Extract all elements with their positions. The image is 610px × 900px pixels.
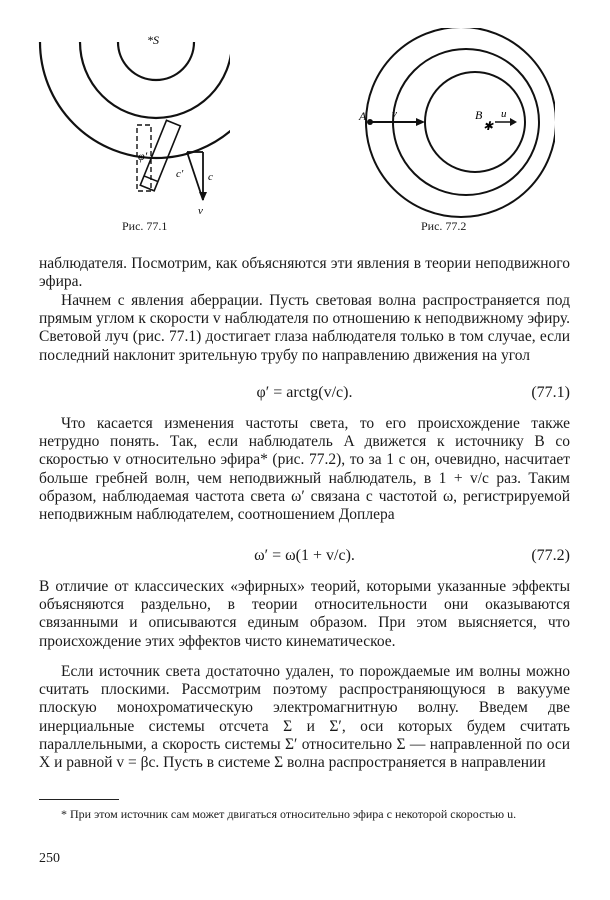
velocity-triangle bbox=[187, 152, 207, 201]
source-label: *S bbox=[147, 33, 159, 47]
footnote-rule bbox=[39, 799, 119, 800]
observer-label: A bbox=[359, 109, 367, 123]
angle-label: φ′ bbox=[138, 149, 148, 163]
paragraph-2: Начнем с явления аберрации. Пусть световая волна распространяется под прямым углом к скорости v наблюдателя по отношению к неподвижному эфиру. Световой луч (рис. 77.1) достигает глаза наблюдателя только в том случае, если последний наклонит зрительную трубу по направлению движения на угол bbox=[39, 292, 570, 364]
paragraph-5: Если источник света достаточно удален, то порождаемые им волны можно считать плоскими. Рассмотрим поэтому распространяющуюся в вакууме плоскую монохроматическую электромагнитную волну. Введем две инерциальные системы отсчета Σ и Σ′, оси которых будем считать параллельными, а скорость системы Σ′ относительно Σ — направленной по оси X и равной v = βc. Пусть в системе Σ волна распространяется в направлении bbox=[39, 663, 570, 772]
wavefront-arcs bbox=[40, 42, 230, 158]
figure-77-1-caption: Рис. 77.1 bbox=[122, 219, 168, 233]
paragraph-1: наблюдателя. Посмотрим, как объясняются эти явления в теории неподвижного эфира. bbox=[39, 255, 570, 291]
c-label: c bbox=[208, 171, 213, 183]
u-label: u bbox=[501, 108, 507, 120]
page-number: 250 bbox=[39, 851, 60, 866]
source-label: B bbox=[475, 108, 483, 122]
figure-77-2-caption: Рис. 77.2 bbox=[421, 219, 467, 233]
figure-77-1 bbox=[30, 20, 230, 230]
v-label: v bbox=[392, 108, 397, 120]
v-label: v bbox=[198, 205, 203, 217]
equation-77-1: φ′ = arctg(v/c). (77.1) bbox=[256, 384, 570, 401]
observer-velocity-arrow bbox=[370, 118, 425, 126]
source-star: ✱ bbox=[483, 119, 494, 133]
c-prime-label: c′ bbox=[176, 168, 184, 180]
equation-77-2: ω′ = ω(1 + v/c). (77.2) bbox=[254, 547, 570, 564]
paragraph-3: Что касается изменения частоты света, то его происхождение также нетрудно понять. Так, если наблюдатель A движется к источнику B со скоростью v относительно эфира* (рис. 77.2), то за 1 с он, очевидно, насчитает больше гребней волн, чем неподвижный наблюдатель, в 1 + v/c раз. Таким образом, наблюдаемая частота света ω′ связана с частотой ω, регистрируемой неподвижным наблюдателем, соотношением Доплера bbox=[39, 415, 570, 524]
paragraph-4: В отличие от классических «эфирных» теорий, которыми указанные эффекты объясняются раздельно, в теории относительности они оказываются связанными и описываются единым образом. При этом выясняется, что происхождение этих эффектов чисто кинематическое. bbox=[39, 578, 570, 650]
footnote: * При этом источник сам может двигаться относительно эфира с некоторой скоростью u. bbox=[61, 807, 517, 821]
figure-77-2 bbox=[355, 28, 555, 228]
